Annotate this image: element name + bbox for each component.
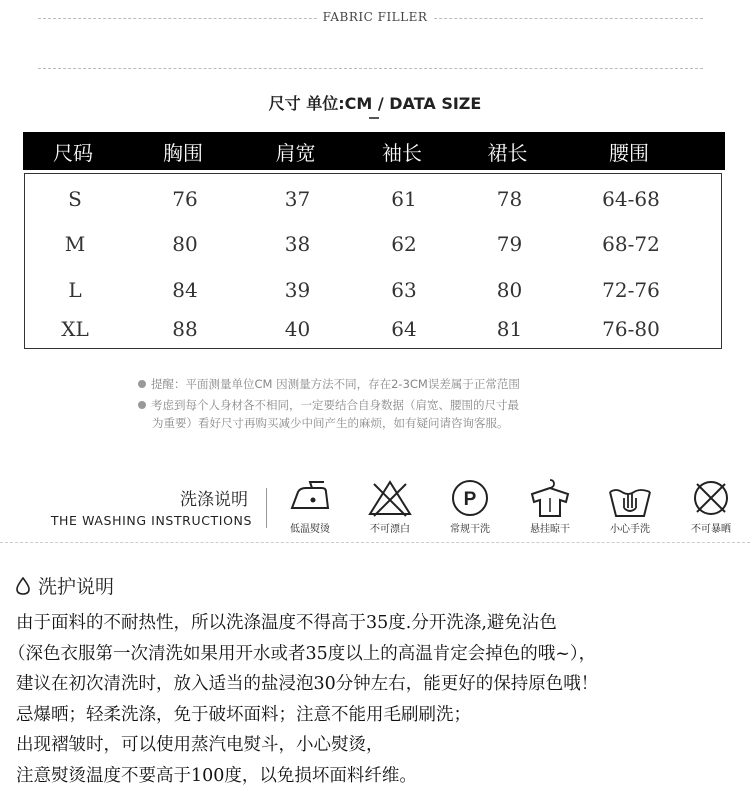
header-cell: 腰围	[609, 140, 649, 165]
waist-cell: 68-72	[602, 232, 660, 256]
length-cell: 80	[496, 278, 523, 302]
care-line: 出现褶皱时，可以使用蒸汽电熨斗，小心熨烫，	[16, 735, 384, 755]
measurement-note-2: 考虑到每个人身材各不相同，一定要结合自身数据（肩宽、腰围的尺寸最	[138, 396, 519, 414]
size-chart-title: 尺寸 单位:CM / DATA SIZE	[268, 94, 482, 113]
wash-icon-item	[355, 478, 425, 535]
bullet-dot-icon	[138, 380, 146, 388]
fabric-filler-label: FABRIC FILLER	[0, 10, 750, 24]
waist-cell: 72-76	[602, 278, 660, 302]
shoulder-cell: 39	[284, 278, 311, 302]
icon-label: 悬挂晾干	[530, 524, 570, 535]
bust-cell: 84	[172, 278, 198, 302]
header-cell: 尺码	[53, 140, 93, 165]
care-line: （深色衣服第一次清洗如果用开水或者35度以上的高温肯定会掉色的哦~），	[8, 644, 597, 664]
care-line: 注意熨烫温度不要高于100度，以免损坏面料纤维。	[16, 766, 417, 786]
waist-cell: 64-68	[602, 187, 660, 211]
measurement-note-3: 为重要）看好尺寸再购买减少中间产生的麻烦，如有疑问请咨询客服。	[152, 416, 509, 430]
washing-title-cn: 洗涤说明	[180, 490, 248, 510]
size-cell: L	[68, 278, 82, 302]
header-cell: 胸围	[163, 140, 203, 165]
care-title	[16, 572, 114, 599]
table-row	[25, 229, 725, 259]
water-drop-icon	[16, 577, 30, 595]
icon-label: 常规干洗	[450, 524, 490, 535]
icon-label: 不可漂白	[370, 524, 410, 535]
measurement-note-1: 提醒：平面测量单位CM 因测量方法不同，存在2-3CM误差属于正常范围	[138, 375, 520, 393]
header-cell: 袖长	[382, 140, 422, 165]
table-row	[25, 184, 725, 214]
care-title-text: 洗护说明	[38, 576, 115, 598]
waist-cell: 76-80	[602, 317, 660, 341]
size-cell: XL	[61, 317, 89, 341]
dry-clean-p-icon	[446, 478, 494, 518]
wash-icon-item	[435, 478, 505, 535]
table-row	[25, 314, 725, 344]
wash-icon-item	[676, 478, 746, 535]
bust-cell: 76	[172, 187, 198, 211]
svg-text:P: P	[463, 489, 477, 510]
no-bleach-icon	[366, 478, 414, 518]
header-cell: 裙长	[487, 140, 528, 165]
iron-low-temp-icon	[286, 478, 334, 518]
sleeve-cell: 63	[391, 278, 417, 302]
care-line: 忌爆晒；轻柔洗涤，免于破坏面料；注意不能用毛刷刷洗；	[16, 705, 471, 725]
size-cell: S	[68, 187, 82, 211]
wash-icon-item	[515, 478, 585, 535]
size-table-body	[24, 173, 722, 349]
header-cell: 肩宽	[275, 140, 316, 165]
size-cell: M	[64, 232, 86, 256]
sleeve-cell: 64	[391, 317, 417, 341]
length-cell: 78	[496, 187, 523, 211]
wash-icon-item	[595, 478, 665, 535]
bust-cell: 88	[172, 317, 198, 341]
icon-label: 不可暴晒	[691, 524, 731, 535]
header-dashed-line	[38, 68, 703, 69]
bust-cell: 80	[172, 232, 198, 256]
sleeve-cell: 62	[391, 232, 417, 256]
shoulder-cell: 37	[284, 187, 311, 211]
bullet-dot-icon	[138, 401, 146, 409]
care-line: 建议在初次清洗时，放入适当的盐浸泡30分钟左右，能更好的保持原色哦！	[16, 674, 599, 694]
section-divider	[0, 542, 750, 543]
care-line: 由于面料的不耐热性，所以洗涤温度不得高于35度.分开洗涤,避免沾色	[16, 613, 557, 633]
no-sun-dry-icon	[687, 478, 735, 518]
wash-icon-item	[275, 478, 345, 535]
hand-wash-icon	[606, 478, 654, 518]
hang-dry-icon	[526, 478, 574, 518]
size-table-header	[23, 132, 725, 170]
icon-label: 小心手洗	[610, 524, 650, 535]
shoulder-cell: 38	[284, 232, 311, 256]
table-row	[25, 275, 725, 305]
washing-divider	[266, 488, 267, 528]
sleeve-cell: 61	[391, 187, 417, 211]
shoulder-cell: 40	[284, 317, 311, 341]
washing-title-en: THE WASHING INSTRUCTIONS	[50, 513, 252, 528]
title-underline	[369, 117, 379, 119]
length-cell: 79	[496, 232, 523, 256]
icon-label: 低温熨烫	[290, 524, 330, 535]
length-cell: 81	[496, 317, 523, 341]
